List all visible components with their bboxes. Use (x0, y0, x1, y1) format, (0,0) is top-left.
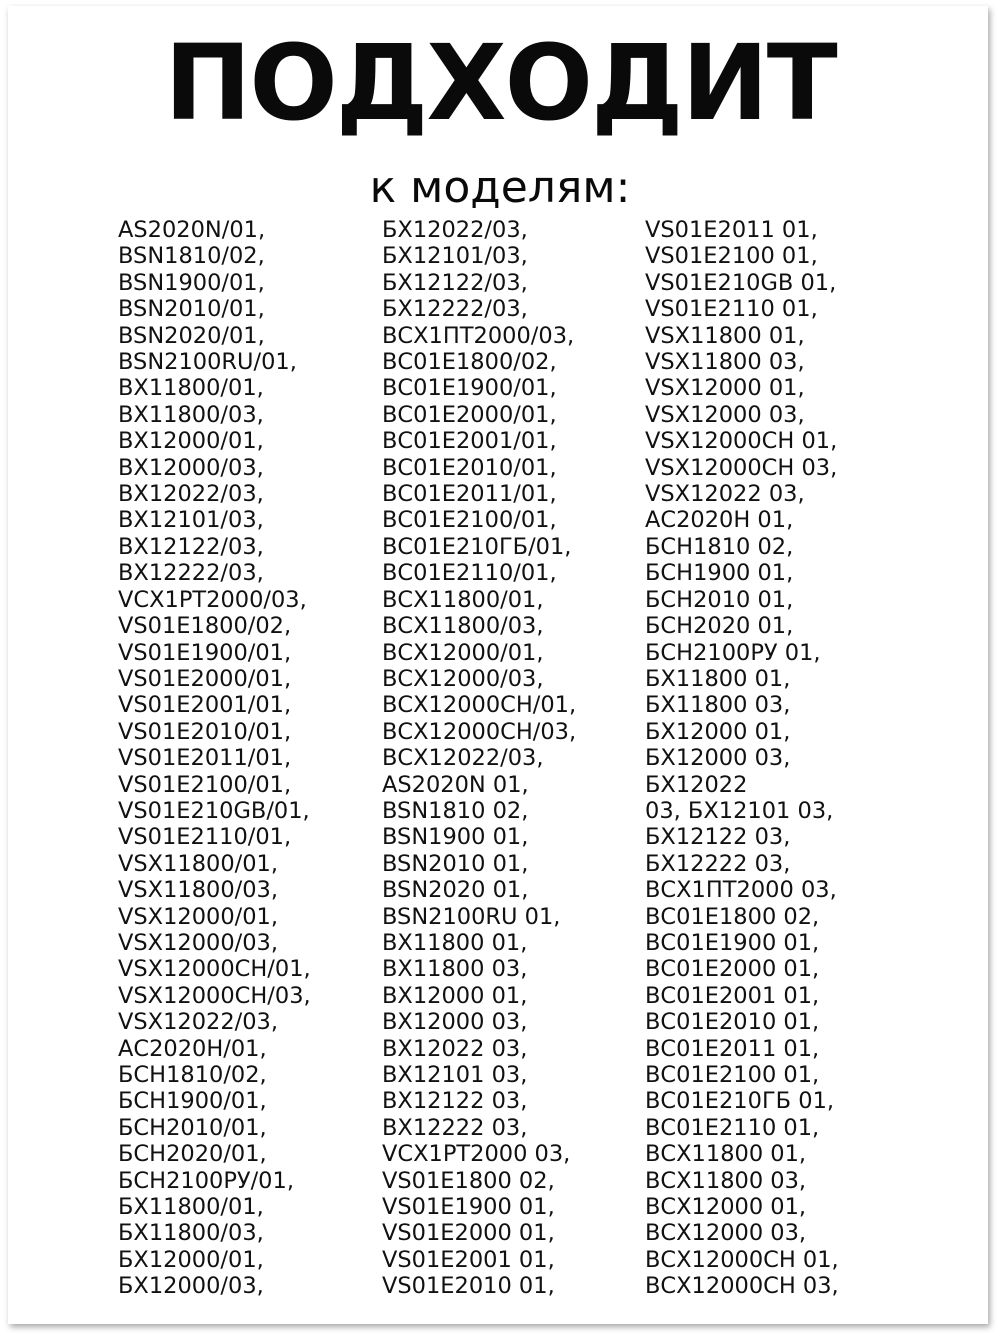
model-list-item: ВСХ12000 01, (645, 1194, 807, 1221)
model-list-item: БСН1810 02, (645, 533, 794, 560)
model-list-item: VSX12000CH 01, (645, 428, 838, 455)
model-list-item: BSN2100RU 01, (382, 903, 561, 930)
model-list-item: ВСХ11800 03, (645, 1167, 807, 1194)
model-list-item: ВС01Е2001 01, (645, 982, 820, 1009)
model-list-item: ВС01Е2000 01, (645, 956, 820, 983)
model-list-item: VS01E1900 01, (382, 1194, 555, 1221)
model-list-item: ВСХ12000СН 03, (645, 1273, 839, 1300)
model-list-item: ВС01Е2100 01, (645, 1062, 820, 1088)
model-list-column-2 (382, 217, 576, 1300)
model-list-item: VS01E2010/01, (118, 718, 292, 745)
model-list-item: БСН1900/01, (118, 1088, 267, 1115)
model-list-item: АС2020Н 01, (645, 507, 794, 534)
model-list-item: БХ12000 01, (645, 718, 791, 745)
model-list-item: BSN2010 01, (382, 850, 529, 877)
model-list-item: BX12122 03, (382, 1088, 528, 1115)
page-subtitle: к моделям: (369, 162, 631, 213)
model-list-item: ВС01Е2000/01, (382, 401, 557, 428)
model-list-item: АС2020Н/01, (118, 1035, 267, 1062)
model-list-item: VS01E2110/01, (118, 824, 292, 851)
model-list-column-3 (645, 217, 839, 1300)
model-list-item: ВС01Е2110/01, (382, 560, 557, 587)
model-list-column-1 (118, 217, 311, 1300)
model-list-item: BSN2020 01, (382, 877, 529, 904)
model-list-item: VSX12000 03, (645, 401, 805, 428)
model-list-item: VSX12022 03, (645, 481, 805, 508)
model-list-item: БХ11800/03, (118, 1220, 264, 1247)
model-list-item: ВС01Е1900 01, (645, 929, 820, 956)
model-list-item: ВС01Е210ГБ/01, (382, 533, 572, 560)
model-list-item: VS01E210GB/01, (118, 797, 310, 824)
model-list-item: БСН2020 01, (645, 613, 794, 640)
model-list-item: ВС01Е2001/01, (382, 428, 557, 455)
page-title: ПОДХОДИТ (164, 22, 836, 144)
model-list-item: БСН1900 01, (645, 560, 794, 587)
model-list-item: BSN2100RU/01, (118, 349, 297, 376)
model-list-item: ВСХ11800/03, (382, 613, 544, 640)
model-list-item: VSX11800 01, (645, 322, 805, 349)
model-list-item: БХ12022 (645, 771, 748, 798)
model-list-item: VSX12000 01, (645, 375, 805, 402)
model-list-item: БХ11800 03, (645, 692, 791, 719)
model-list-item: ВС01Е2010/01, (382, 454, 557, 481)
model-list-item: BX12101 03, (382, 1062, 528, 1088)
model-list-item: BX11800/01, (118, 375, 264, 402)
model-list-item: 03, БХ12101 03, (645, 797, 834, 824)
model-list-item: BX12101/03, (118, 507, 264, 534)
model-list-item: BX12022/03, (118, 481, 264, 508)
model-list-item: ВСХ12000/01, (382, 639, 544, 666)
model-list-item: VSX12000CH/03, (118, 982, 311, 1009)
model-list-item: VS01E2110 01, (645, 296, 818, 323)
model-list-item: VSX11800/03, (118, 877, 279, 904)
model-list-item: БСН2100РУ 01, (645, 639, 821, 666)
model-list-item: БХ12101/03, (382, 243, 528, 270)
model-list-item: ВС01Е1900/01, (382, 375, 557, 402)
model-list-item: VS01E2011/01, (118, 745, 292, 772)
model-list-item: VS01E1800/02, (118, 613, 292, 640)
model-list-item: BX12122/03, (118, 533, 264, 560)
model-list-item: AS2020N/01, (118, 217, 266, 243)
model-list-item: BX12000/01, (118, 428, 264, 455)
model-list-item: ВС01Е2110 01, (645, 1114, 820, 1141)
model-list-item: БХ12122/03, (382, 269, 528, 296)
model-list-item: VS01E1900/01, (118, 639, 292, 666)
model-list-item: БСН2100РУ/01, (118, 1167, 294, 1194)
model-list-item: ВС01Е210ГБ 01, (645, 1088, 835, 1115)
model-list-item: BSN2010/01, (118, 296, 265, 323)
model-list-item: BSN1810/02, (118, 243, 265, 270)
model-list-item: ВС01Е2011/01, (382, 481, 557, 508)
model-list-item: BSN1900 01, (382, 824, 529, 851)
model-list-item: VS01E2001 01, (382, 1246, 555, 1273)
model-list-item: VS01E2100/01, (118, 771, 292, 798)
model-list-item: BSN1900/01, (118, 269, 265, 296)
model-list-item: ВСХ1ПТ2000 03, (645, 877, 837, 904)
model-list-item: BX12000 03, (382, 1009, 528, 1036)
model-list-item: BX12222/03, (118, 560, 264, 587)
model-list-item: VS01E2001/01, (118, 692, 292, 719)
model-list-item: BX11800/03, (118, 401, 264, 428)
model-list-item: ВС01Е1800/02, (382, 349, 557, 376)
model-list-item: VSX12000CH 03, (645, 454, 838, 481)
model-list-item: BX11800 01, (382, 929, 528, 956)
model-list-item: AS2020N 01, (382, 771, 529, 798)
model-list-item: VSX12022/03, (118, 1009, 279, 1036)
model-list-item: БХ12122 03, (645, 824, 791, 851)
model-list-item: ВСХ11800/01, (382, 586, 544, 613)
model-list-item: BSN2020/01, (118, 322, 265, 349)
model-list-item: BX12022 03, (382, 1035, 528, 1062)
model-list-item: БХ12222/03, (382, 296, 528, 323)
model-list-item: VCX1PT2000/03, (118, 586, 307, 613)
model-list-item: BX12222 03, (382, 1114, 528, 1141)
model-list-item: BX12000 01, (382, 982, 528, 1009)
model-list-item: ВСХ11800 01, (645, 1141, 807, 1168)
model-list-item: БСН2020/01, (118, 1141, 267, 1168)
model-list-item: BSN1810 02, (382, 797, 529, 824)
model-list-item: ВСХ12000СН/01, (382, 692, 577, 719)
model-list-item: БХ12000/03, (118, 1273, 264, 1300)
model-list-item: БХ12022/03, (382, 217, 528, 243)
model-list-item: BX12000/03, (118, 454, 264, 481)
model-list-item: VCX1PT2000 03, (382, 1141, 571, 1168)
model-list-item: ВС01Е1800 02, (645, 903, 820, 930)
model-list-item: БСН1810/02, (118, 1062, 267, 1088)
model-list-item: VS01E2011 01, (645, 217, 818, 243)
model-list-item: VSX12000/01, (118, 903, 279, 930)
model-list-item: VS01E2010 01, (382, 1273, 555, 1300)
model-list-item: БХ12000/01, (118, 1246, 264, 1273)
model-list-item: VS01E2100 01, (645, 243, 818, 270)
model-list-item: БСН2010 01, (645, 586, 794, 613)
model-list-item: БХ11800 01, (645, 665, 791, 692)
model-list-item: БХ11800/01, (118, 1194, 264, 1221)
model-list-item: VSX12000CH/01, (118, 956, 311, 983)
model-list-item: VS01E1800 02, (382, 1167, 555, 1194)
model-list-item: БХ12222 03, (645, 850, 791, 877)
model-list-item: ВСХ12000/03, (382, 665, 544, 692)
model-list-item: VS01E2000 01, (382, 1220, 555, 1247)
model-list-item: ВС01Е2010 01, (645, 1009, 820, 1036)
model-list-item: ВС01Е2011 01, (645, 1035, 820, 1062)
model-list-item: VSX12000/03, (118, 929, 279, 956)
model-list-item: VS01E210GB 01, (645, 269, 837, 296)
model-list-item: ВСХ12000 03, (645, 1220, 807, 1247)
model-list-item: VS01E2000/01, (118, 665, 292, 692)
model-list-item: VSX11800 03, (645, 349, 805, 376)
model-list-item: БСН2010/01, (118, 1114, 267, 1141)
model-list-item: ВСХ12000СН 01, (645, 1246, 839, 1273)
model-list-item: БХ12000 03, (645, 745, 791, 772)
model-list-item: BX11800 03, (382, 956, 528, 983)
model-list-item: ВСХ12022/03, (382, 745, 544, 772)
model-list-item: ВСХ1ПТ2000/03, (382, 322, 575, 349)
model-list-item: VSX11800/01, (118, 850, 279, 877)
model-list-item: ВС01Е2100/01, (382, 507, 557, 534)
model-list-item: ВСХ12000СН/03, (382, 718, 577, 745)
